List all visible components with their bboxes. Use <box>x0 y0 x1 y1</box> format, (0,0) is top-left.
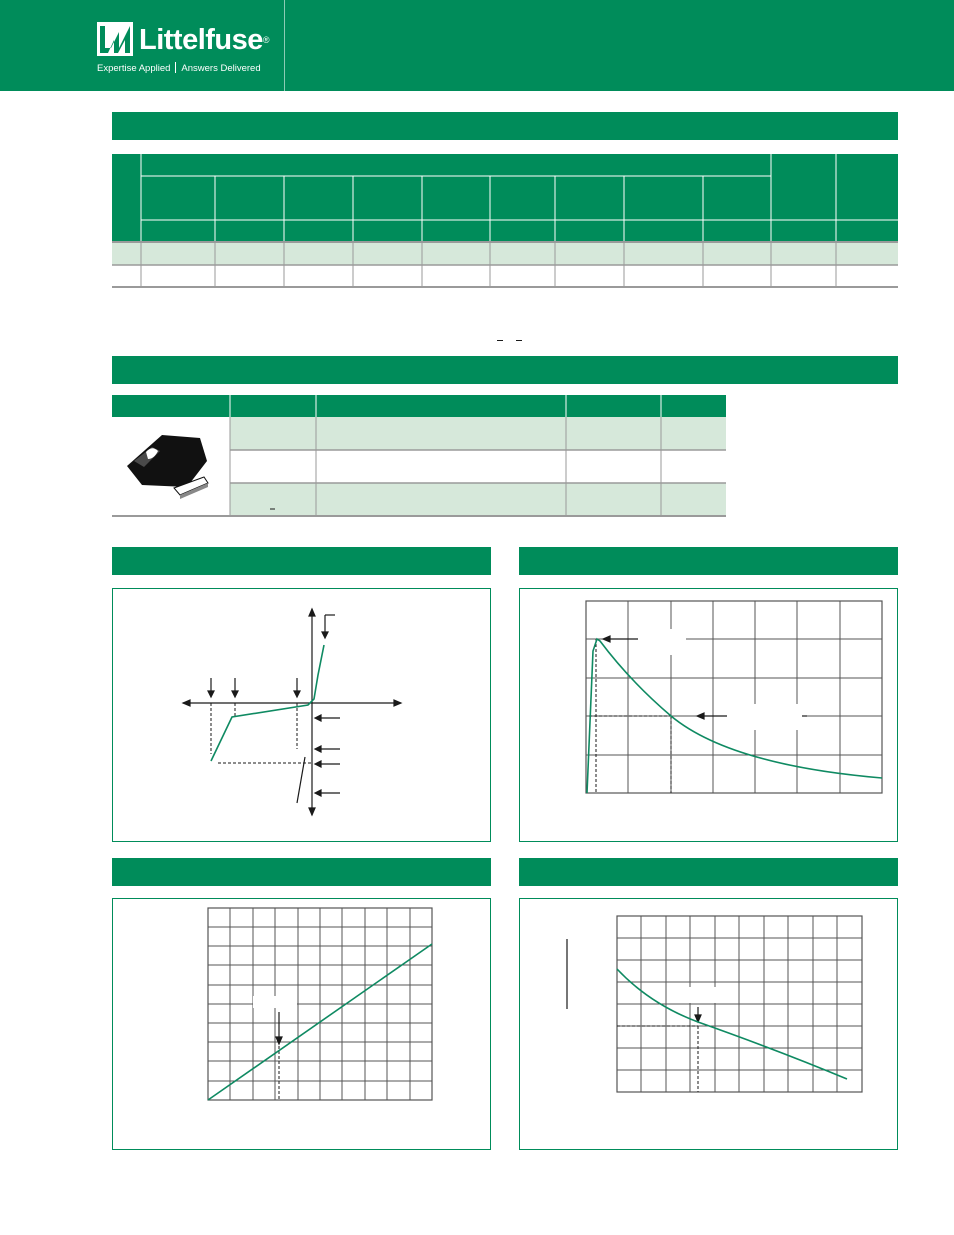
pulse-waveform-panel <box>519 588 898 842</box>
section-bar-temp-current <box>519 858 898 886</box>
section-bar-temp-voltage <box>112 858 491 886</box>
ratings-table <box>112 154 898 290</box>
section-bar-vi-curve <box>112 547 491 575</box>
section-bar-pulse <box>519 547 898 575</box>
littelfuse-logo-icon <box>97 22 133 56</box>
vi-characteristic-diagram <box>113 589 492 843</box>
footnote-mark <box>497 340 503 341</box>
footnote-mark <box>516 340 522 341</box>
pulse-waveform-chart <box>520 589 899 843</box>
vi-characteristic-panel <box>112 588 491 842</box>
smd-package-icon <box>127 435 208 499</box>
temperature-current-panel <box>519 898 898 1150</box>
section-bar-ratings <box>112 112 898 140</box>
section-bar-package <box>112 356 898 384</box>
brand-tagline: Expertise Applied Answers Delivered <box>97 63 261 74</box>
header-divider <box>284 0 285 91</box>
temperature-current-chart <box>520 899 899 1151</box>
page-header <box>0 0 954 91</box>
brand-name: Littelfuse® <box>139 24 270 56</box>
temperature-voltage-panel <box>112 898 491 1150</box>
package-table <box>112 395 726 519</box>
temperature-voltage-chart <box>113 899 492 1151</box>
